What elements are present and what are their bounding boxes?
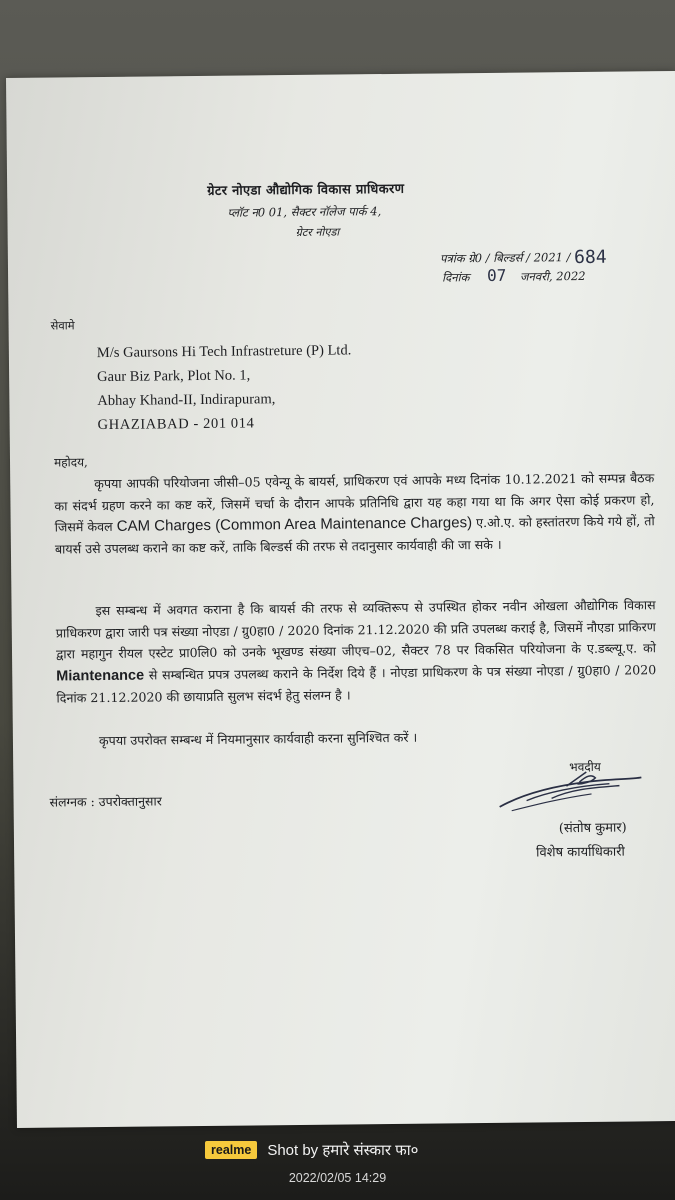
paragraph-2-maintenance: Miantenance	[56, 667, 145, 685]
date-day-handwritten: 07	[486, 265, 507, 285]
signature-scribble	[491, 763, 652, 825]
recipient-line-3: Abhay Khand-II, Indirapuram,	[97, 391, 276, 410]
brand-badge: realme	[205, 1141, 257, 1159]
org-address-line-1: प्लॉट न0 01, सैक्टर नॉलेज पार्क 4,	[227, 204, 382, 220]
reference-number-handwritten: 684	[574, 246, 607, 269]
recipient-line-1: M/s Gaursons Hi Tech Infrastreture (P) Ltd.	[96, 342, 352, 362]
letter-page	[6, 71, 675, 1128]
signatory-name: (संतोष कुमार)	[558, 820, 627, 837]
signatory-title: विशेष कार्याधिकारी	[536, 844, 625, 861]
date-month-year: जनवरी, 2022	[519, 268, 586, 284]
paragraph-3: कृपया उपरोक्त सम्बन्ध में नियमानुसार कार्यवाही करना सुनिश्चित करें ।	[98, 729, 418, 749]
salutation-to: सेवामे	[50, 318, 75, 333]
paragraph-1-cam-charges: CAM Charges (Common Area Maintenance Charges)	[116, 514, 473, 535]
paragraph-2	[55, 594, 656, 709]
watermark-timestamp: 2022/02/05 14:29	[288, 1171, 387, 1185]
org-name: ग्रेटर नोएडा औद्योगिक विकास प्राधिकरण	[207, 181, 405, 199]
paragraph-1	[54, 467, 655, 559]
paragraph-1-text-b: ए.ओ.ए. को हस्तांतरण किये गये हों, तो बायर्स उसे उपलब्ध कराने का कष्ट करें, ताकि बिल्डर्स की तरफ से तदानुसार कार्यवाही की जा सके ।	[54, 513, 655, 557]
camera-watermark	[0, 1128, 675, 1200]
shot-by-text: Shot by हमारे संस्कार फा०	[267, 1142, 419, 1159]
watermark-line	[205, 1140, 418, 1160]
recipient-line-2: Gaur Biz Park, Plot No. 1,	[97, 367, 251, 386]
date-line	[442, 265, 586, 286]
org-address-line-2: ग्रेटर नोएडा	[295, 225, 340, 239]
paragraph-1-text-a: कृपया आपकी परियोजना जीसी–05 एवेन्यू के बायर्स, प्राधिकरण एवं आपके मध्य दिनांक 10.12.2021 को सम्पन्न बैठक का संदर्भ ग्रहण करने का कष्ट करें, जिसमें चर्चा के दौरान आपके प्रतिनिधि द्वारा यह कहा गया था कि अगर ऐसा कोई प्रकरण हो, जिसमें केवल	[54, 470, 655, 535]
closing: भवदीय	[569, 759, 601, 775]
recipient-line-4: GHAZIABAD - 201 014	[97, 415, 255, 434]
date-label: दिनांक	[442, 270, 470, 285]
enclosure-note: संलग्नक : उपरोक्तानुसार	[49, 793, 162, 810]
paragraph-2-text-b: से सम्बन्धित प्रपत्र उपलब्ध कराने के निर्देश दिये हैं । नोएडा प्राधिकरण के पत्र संख्या नोएडा / ग्रु0हा0 / 2020 दिनांक 21.12.2020 की छायाप्रति सुलभ संदर्भ हेतु संलग्न है ।	[56, 661, 657, 706]
reference-label: पत्रांक ग्रे0 / बिल्डर्स / 2021 /	[439, 250, 571, 266]
greeting: महोदय,	[53, 455, 88, 470]
paragraph-2-text-a: इस सम्बन्ध में अवगत कराना है कि बायर्स की तरफ से व्यक्तिरूप से उपस्थित होकर नवीन ओखला औद्योगिक विकास प्राधिकरण द्वारा जारी पत्र संख्या नोएडा / ग्रु0हा0 / 2020 दिनांक 21.12.2020 की प्रति उपलब्ध कराई है, जिसमें नौएडा प्राकिरण द्वारा महागुन रीयल एस्टेट प्रा0लि0 को उनके भूखण्ड संख्या जीएच–02, सैक्टर 78 पर विकसित परियोजना के ए.डब्ल्यू.ए. को	[55, 597, 657, 662]
